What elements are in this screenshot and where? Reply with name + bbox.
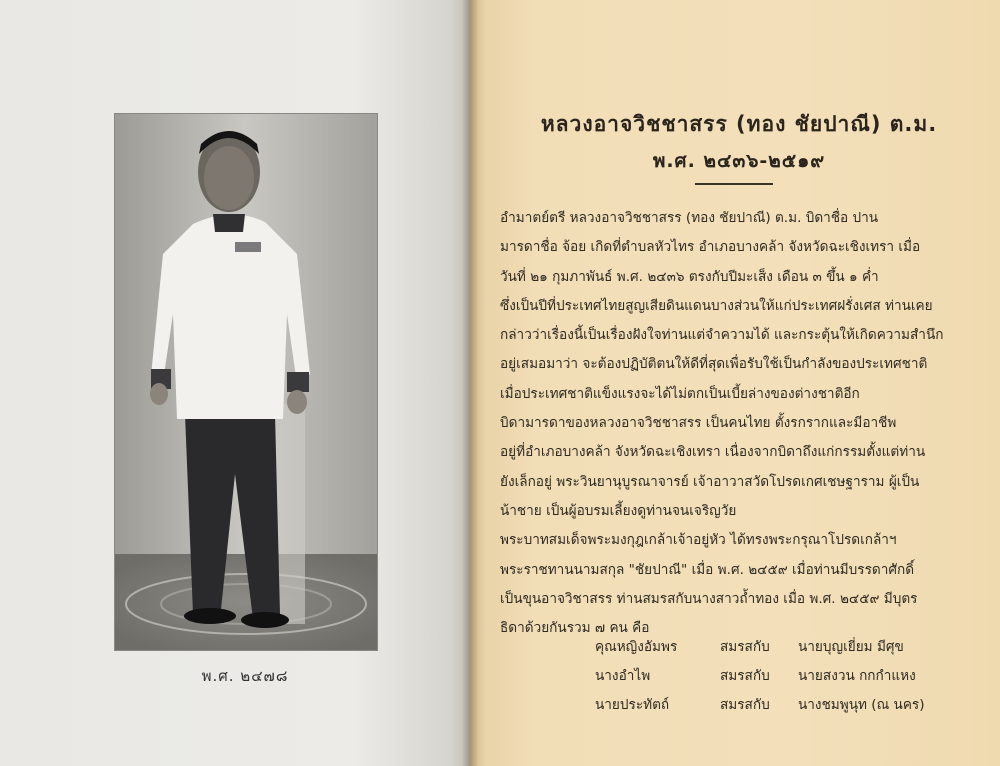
- spouse-name: นางชมพูนุท (ณ นคร): [798, 697, 925, 713]
- list-item: [595, 662, 990, 691]
- portrait-photo: [114, 113, 378, 651]
- text-line: น้าชาย เป็นผู้อบรมเลี้ยงดูท่านจนเจริญวัย: [500, 502, 737, 519]
- relation-label: สมรสกับ: [720, 697, 770, 713]
- text-line: เป็นขุนอาจวิชาสรร ท่านสมรสกับนางสาวถ้ำทอง เมื่อ พ.ศ. ๒๔๕๙ มีบุตร: [500, 590, 918, 607]
- left-page: [0, 0, 470, 766]
- text-line: วันที่ ๒๑ กุมภาพันธ์ พ.ศ. ๒๔๓๖ ตรงกับปีมะเส็ง เดือน ๓ ขึ้น ๑ ค่ำ: [500, 268, 879, 285]
- text-line: อยู่ที่อำเภอบางคล้า จังหวัดฉะเชิงเทรา เนื่องจากบิดาถึงแก่กรรมตั้งแต่ท่าน: [500, 444, 926, 461]
- spouse-name: นายสงวน กกกำแหง: [798, 668, 916, 684]
- text-line: อำมาตย์ตรี หลวงอาจวิชชาสรร (ทอง ชัยปาณี) ต.ม. บิดาชื่อ ปาน: [500, 210, 879, 226]
- child-name: นางอำไพ: [595, 668, 651, 684]
- list-item: [595, 633, 990, 662]
- list-item: [595, 691, 990, 720]
- text-line: ซึ่งเป็นปีที่ประเทศไทยสูญเสียดินแดนบางส่วนให้แก่ประเทศฝรั่งเศส ท่านเคย: [500, 297, 933, 314]
- page-title: หลวงอาจวิชชาสรร (ทอง ชัยปาณี) ต.ม.: [540, 112, 938, 136]
- text-line: ธิดาด้วยกันรวม ๗ คน คือ: [500, 620, 650, 637]
- text-line: เมื่อประเทศชาติแข็งแรงจะได้ไม่ตกเป็นเบี้ยล่างของต่างชาติอีก: [500, 385, 860, 402]
- child-name: นายประทัตถ์: [595, 697, 670, 713]
- biography-text: [500, 204, 975, 643]
- text-line: กล่าวว่าเรื่องนี้เป็นเรื่องฝังใจท่านแต่จำความได้ และกระตุ้นให้เกิดความสำนึก: [500, 327, 944, 344]
- child-name: คุณหญิงอัมพร: [595, 639, 678, 655]
- text-line: อยู่เสมอมาว่า จะต้องปฏิบัติตนให้ดีที่สุดเพื่อรับใช้เป็นกำลังของประเทศชาติ: [500, 356, 928, 373]
- children-list: [595, 633, 990, 720]
- book-gutter: [462, 0, 478, 766]
- text-line: บิดามารดาของหลวงอาจวิชชาสรร เป็นคนไทย ตั้งรกรากและมีอาชีพ: [500, 415, 897, 432]
- photo-caption: พ.ศ. ๒๔๗๘: [201, 667, 289, 685]
- text-line: พระบาทสมเด็จพระมงกุฎเกล้าเจ้าอยู่หัว ได้ทรงพระกรุณาโปรดเกล้าฯ: [500, 532, 897, 549]
- text-line: พระราชทานนามสกุล "ชัยปาณี" เมื่อ พ.ศ. ๒๔๕๙ เมื่อท่านมีบรรดาศักดิ์: [500, 561, 915, 578]
- text-line: มารดาชื่อ จ้อย เกิดที่ตำบลหัวไทร อำเภอบางคล้า จังหวัดฉะเชิงเทรา เมื่อ: [500, 239, 921, 256]
- text-line: ยังเล็กอยู่ พระวินยานุบูรณาจารย์ เจ้าอาวาสวัดโปรดเกศเชษฐาราม ผู้เป็น: [500, 473, 920, 490]
- relation-label: สมรสกับ: [720, 668, 770, 684]
- relation-label: สมรสกับ: [720, 639, 770, 655]
- title-divider: [695, 183, 773, 185]
- spouse-name: นายบุญเยี่ยม มีศุข: [798, 639, 904, 655]
- lifespan-years: พ.ศ. ๒๔๓๖-๒๕๑๙: [652, 150, 826, 172]
